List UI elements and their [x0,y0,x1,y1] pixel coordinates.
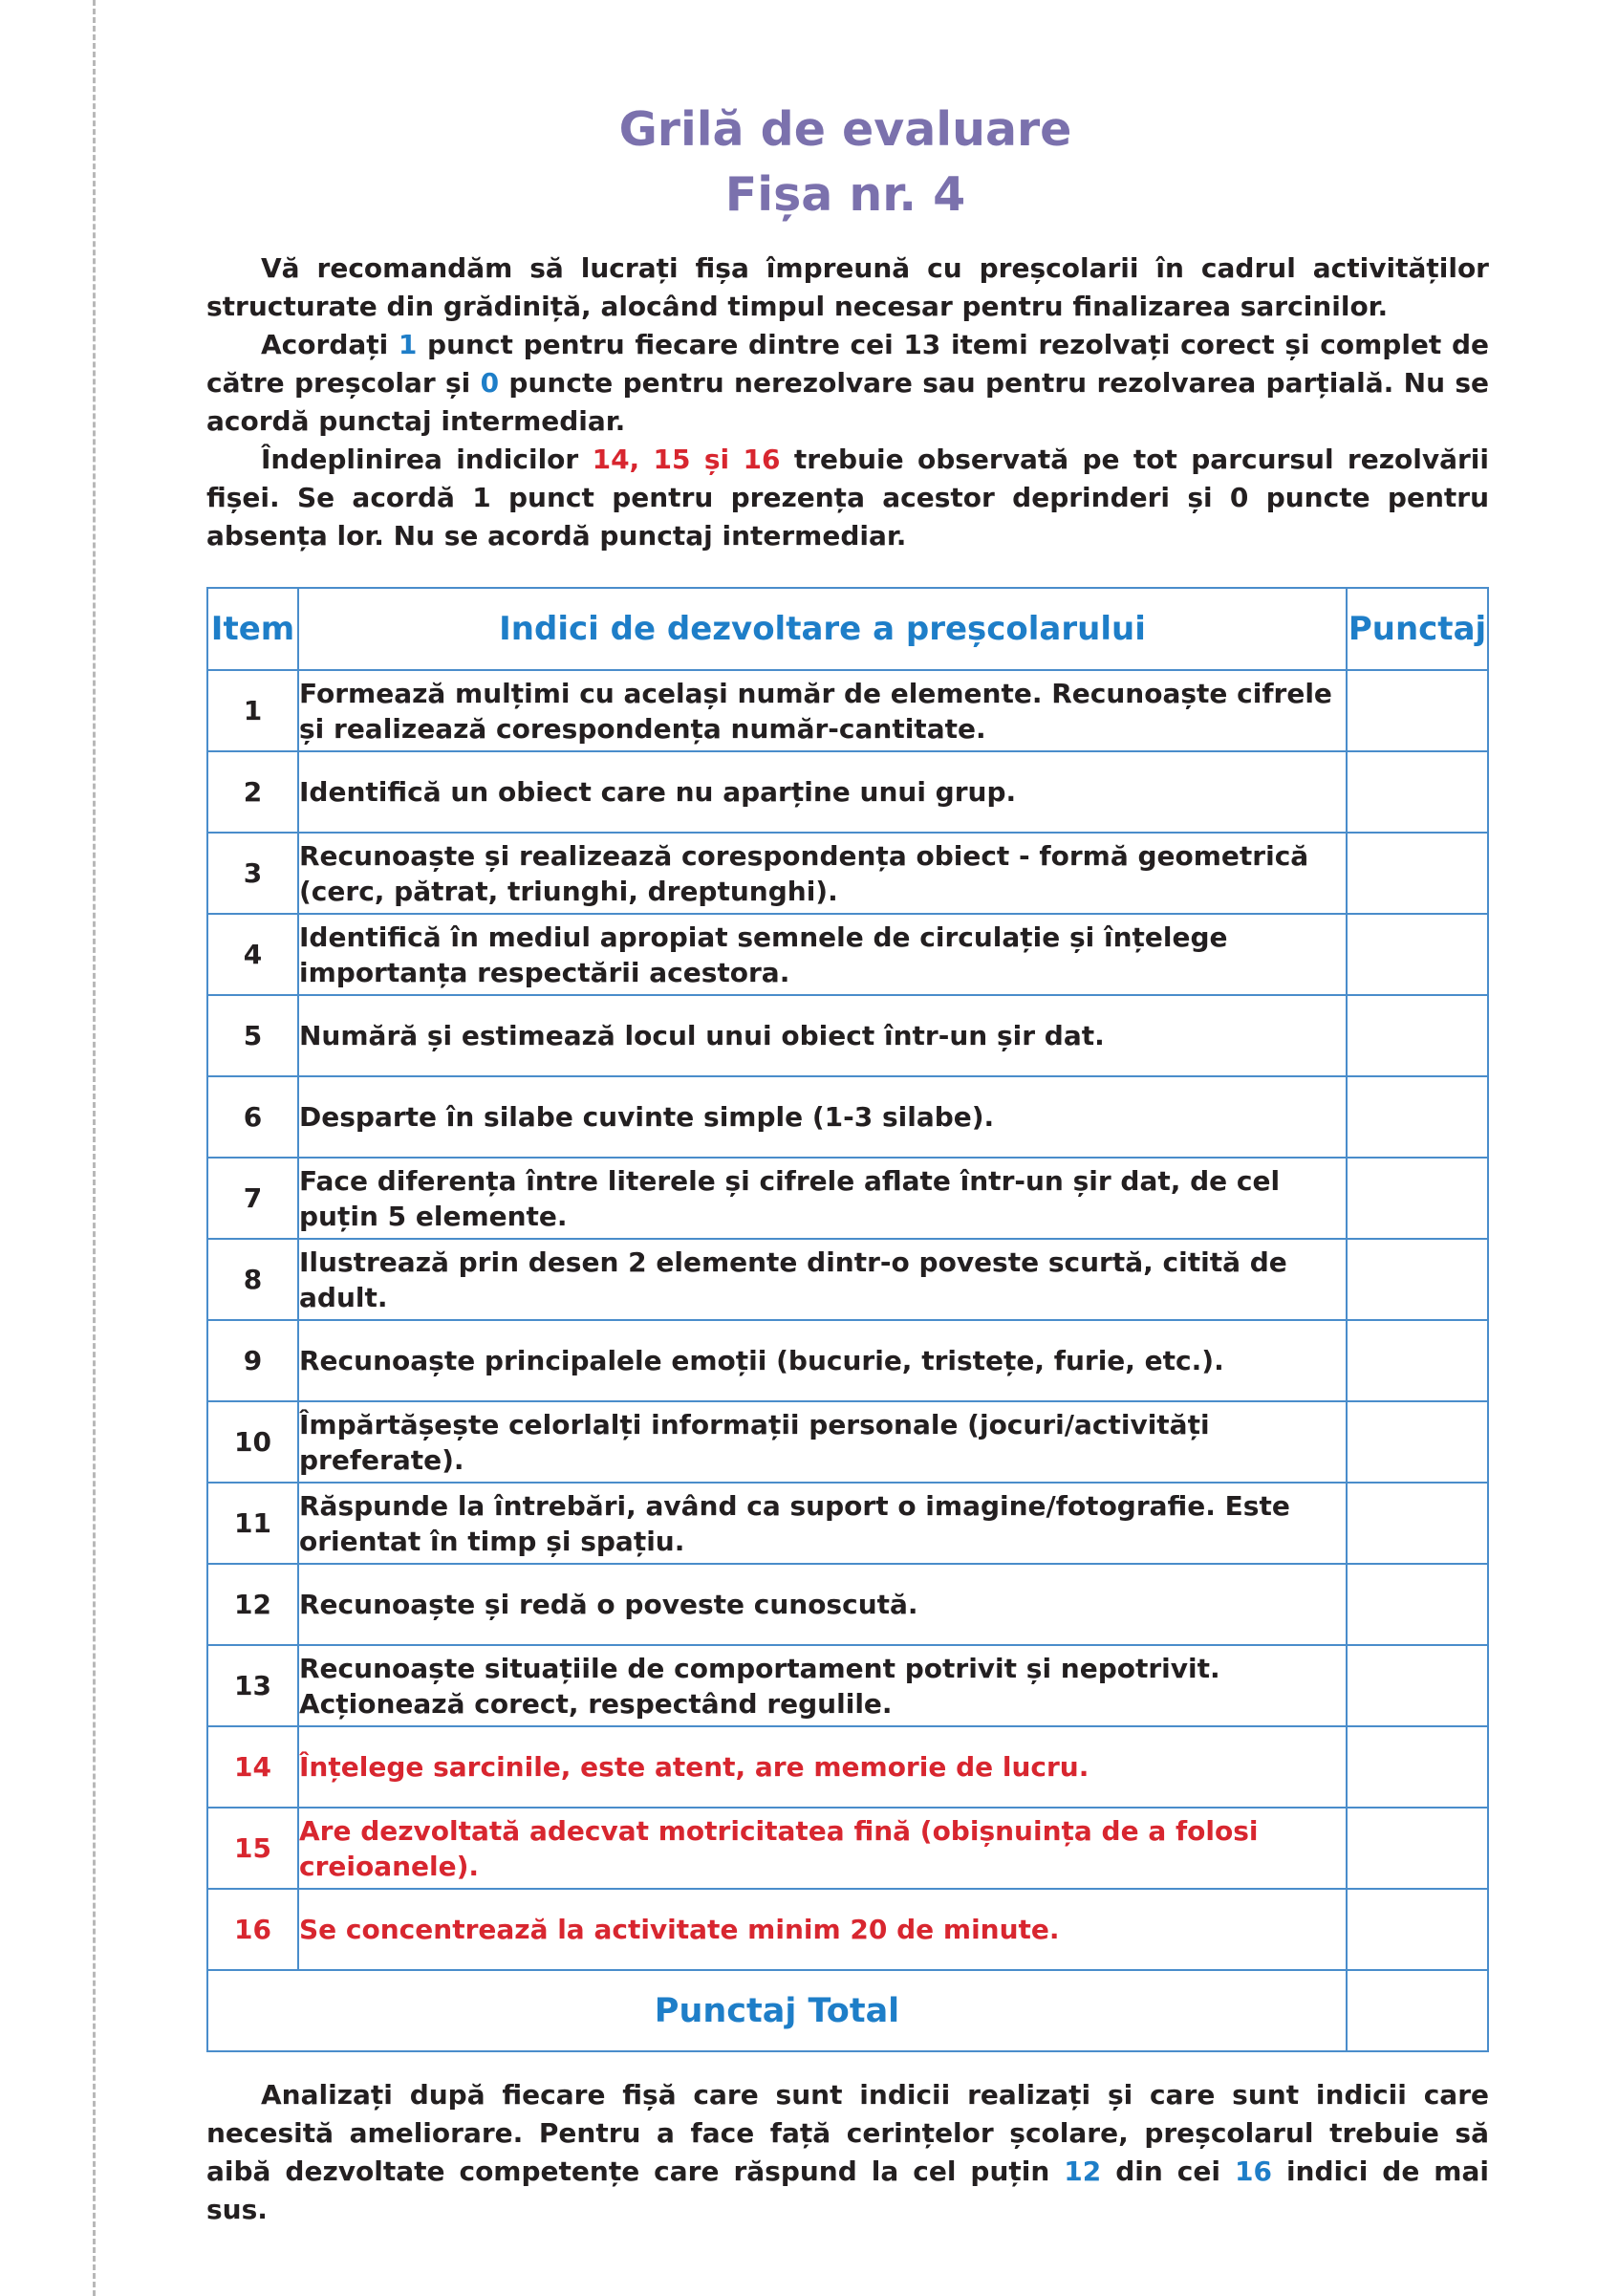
table-row [207,1645,1488,1726]
item-number: 12 [207,1564,298,1645]
item-number: 14 [207,1726,298,1808]
table-row [207,1564,1488,1645]
score-cell[interactable] [1347,833,1488,914]
item-number: 10 [207,1401,298,1483]
table-row [207,1401,1488,1483]
indicator-text: Recunoaște principalele emoții (bucurie, tristețe, furie, etc.). [298,1320,1347,1401]
table-row [207,1889,1488,1970]
total-row [207,1970,1488,2051]
score-cell[interactable] [1347,1808,1488,1889]
item-number: 8 [207,1239,298,1320]
header-item: Item [207,588,298,670]
page-subtitle: Fișa nr. 4 [724,167,966,222]
score-cell[interactable] [1347,670,1488,751]
item-number: 3 [207,833,298,914]
score-cell[interactable] [1347,1645,1488,1726]
indicator-text: Înțelege sarcinile, este atent, are memorie de lucru. [298,1726,1347,1808]
p2-text-c: puncte pentru nerezolvare sau pentru rezolvarea parțială. Nu se acordă punctaj intermediar. [206,367,1490,437]
item-number: 16 [207,1889,298,1970]
indicator-text: Face diferența între literele și cifrele aflate într-un șir dat, de cel puțin 5 elemente. [298,1158,1347,1239]
item-number: 15 [207,1808,298,1889]
indicator-text: Identifică un obiect care nu aparține unui grup. [298,751,1347,833]
minimum-indicators: 12 [1064,2155,1102,2187]
item-number: 2 [207,751,298,833]
indicator-text: Are dezvoltată adecvat motricitatea fină (obișnuința de a folosi creioanele). [298,1808,1347,1889]
indicator-text: Identifică în mediul apropiat semnele de circulație și înțelege importanța respectării acestora. [298,914,1347,995]
closing-note [206,2076,1489,2229]
p2-text-a: Acordați [261,329,399,360]
p3-text-b: trebuie observată pe tot parcursul rezolvării fișei. Se acordă 1 punct pentru prezența acestor deprinderi și 0 puncte pentru absența lor. Nu se acordă punctaj intermediar. [206,444,1489,552]
score-cell[interactable] [1347,751,1488,833]
instructions-paragraph-1: Vă recomandăm să lucrați fișa împreună cu preșcolarii în cadrul activităților structurate din grădiniță, alocând timpul necesar pentru finalizarea sarcinilor. [206,252,1489,322]
score-cell[interactable] [1347,1564,1488,1645]
p2-text-b: punct pentru fiecare dintre cei 13 itemi rezolvați corect și complet de către preșcolar și [206,329,1490,399]
closing-paragraph [206,2076,1489,2229]
p3-text-a: Îndeplinirea indicilor [261,444,593,475]
item-number: 9 [207,1320,298,1401]
score-cell[interactable] [1347,1320,1488,1401]
table-row [207,914,1488,995]
total-score-label: Punctaj Total [207,1970,1347,2051]
item-number: 6 [207,1076,298,1158]
score-cell[interactable] [1347,1239,1488,1320]
indicator-text: Ilustrează prin desen 2 elemente dintr-o poveste scurtă, citită de adult. [298,1239,1347,1320]
outro-text-a: Analizați după fiecare fișă care sunt indicii realizați și care sunt indicii care necesită ameliorare. Pentru a face față cerințelor școlare, preșcolarul trebuie să aibă dezvoltate competențe care răspund la cel puțin [206,2079,1489,2187]
score-cell[interactable] [1347,995,1488,1076]
one-point-value: 1 [398,329,418,360]
item-number: 11 [207,1483,298,1564]
outro-text-c: indici de mai sus. [206,2155,1489,2225]
table-row [207,751,1488,833]
table-row [207,1483,1488,1564]
score-cell[interactable] [1347,914,1488,995]
table-row [207,995,1488,1076]
indicator-text: Recunoaște situațiile de comportament potrivit și nepotrivit. Acționează corect, respectând regulile. [298,1645,1347,1726]
score-cell[interactable] [1347,1158,1488,1239]
instructions [206,249,1489,555]
header-indicators: Indici de dezvoltare a preșcolarului [298,588,1347,670]
indicator-text: Recunoaște și redă o poveste cunoscută. [298,1564,1347,1645]
indicator-text: Se concentrează la activitate minim 20 de minute. [298,1889,1347,1970]
indicator-text: Numără și estimează locul unui obiect într-un șir dat. [298,995,1347,1076]
table-row [207,1726,1488,1808]
score-cell[interactable] [1347,1401,1488,1483]
item-number: 5 [207,995,298,1076]
table-row [207,1808,1488,1889]
table-row [207,1158,1488,1239]
total-indicators: 16 [1234,2155,1272,2187]
total-score-cell[interactable] [1347,1970,1488,2051]
indicator-text: Împărtășește celorlalți informații personale (jocuri/activități preferate). [298,1401,1347,1483]
table-row [207,670,1488,751]
table-row [207,1239,1488,1320]
indicator-text: Răspunde la întrebări, având ca suport o imagine/fotografie. Este orientat în timp și spațiu. [298,1483,1347,1564]
page-title: Grilă de evaluare [618,102,1072,157]
dashed-cut-line [93,0,96,2296]
header-score: Punctaj [1347,588,1488,670]
score-cell[interactable] [1347,1483,1488,1564]
item-number: 4 [207,914,298,995]
outro-text-b: din cei [1101,2155,1235,2187]
table-row [207,833,1488,914]
item-number: 1 [207,670,298,751]
indicator-text: Desparte în silabe cuvinte simple (1-3 silabe). [298,1076,1347,1158]
table-row [207,1320,1488,1401]
indicator-text: Formează mulțimi cu același număr de elemente. Recunoaște cifrele și realizează corespondența număr-cantitate. [298,670,1347,751]
score-cell[interactable] [1347,1726,1488,1808]
instructions-paragraph-2 [206,326,1489,441]
indicator-text: Recunoaște și realizează corespondența obiect - formă geometrică (cerc, pătrat, triunghi, dreptunghi). [298,833,1347,914]
score-cell[interactable] [1347,1889,1488,1970]
zero-point-value: 0 [480,367,500,399]
item-number: 13 [207,1645,298,1726]
item-number: 7 [207,1158,298,1239]
table-row [207,1076,1488,1158]
evaluation-grid-table [206,587,1489,2052]
observed-indicator-numbers: 14, 15 și 16 [592,444,781,475]
instructions-paragraph-3 [206,441,1489,555]
score-cell[interactable] [1347,1076,1488,1158]
